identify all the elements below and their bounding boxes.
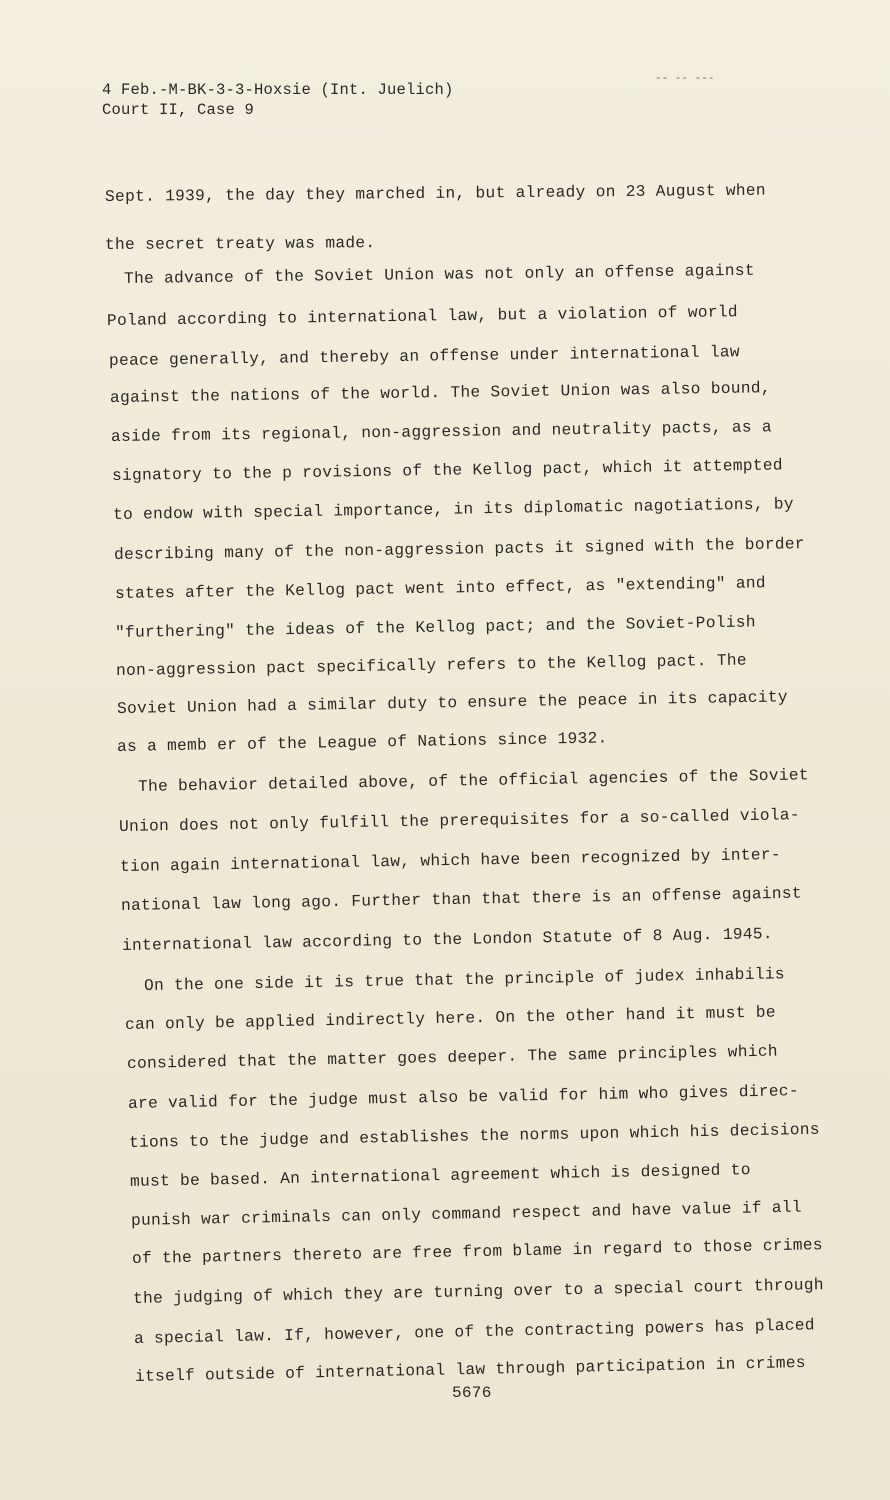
corner-pencil-mark: -- -- --- (655, 73, 715, 85)
body-line: Union does not only fulfill the prerequisites for a so-called viola- (118, 806, 801, 836)
body-line: aside from its regional, non-aggression and neutrality pacts, as a (110, 418, 772, 446)
header-line-court: Court II, Case 9 (102, 101, 255, 119)
body-line: Poland according to international law, but a violation of world (106, 303, 738, 330)
body-line: can only be applied indirectly here. On the other hand it must be (124, 1003, 776, 1034)
body-line: of the partners thereto are free from blame in regard to those crimes (131, 1236, 824, 1268)
body-line: the secret treaty was made. (104, 234, 376, 254)
body-line: a special law. If, however, one of the contracting powers has placed (133, 1316, 816, 1348)
body-line: punish war criminals can only command respect and have value if all (130, 1198, 802, 1230)
body-line: Sept. 1939, the day they marched in, but already on 23 August when (104, 181, 766, 206)
body-line: are valid for the judge must also be valid for him who gives direc- (127, 1082, 800, 1113)
body-line: international law according to the London Statute of 8 Aug. 1945. (121, 925, 773, 955)
body-line: national law long ago. Further than that there is an offense against (120, 884, 803, 915)
body-line: considered that the matter goes deeper. The same principles which (126, 1042, 778, 1073)
body-line: itself outside of international law through participation in crimes (134, 1353, 806, 1386)
body-line: tions to the judge and establishes the norms upon which his decisions (128, 1120, 821, 1152)
header-line-reference: 4 Feb.-M-BK-3-3-Hoxsie (Int. Juelich) (102, 81, 454, 99)
body-line: On the one side it is true that the principle of judex inhabilis (143, 965, 785, 995)
body-line: non-aggression pact specifically refers to the Kellog pact. The (115, 651, 747, 680)
body-line: tion again international law, which have been recognized by inter- (119, 845, 781, 876)
body-line: states after the Kellog pact went into effect, as "extending" and (114, 574, 766, 603)
body-line: The behavior detailed above, of the official agencies of the Soviet (137, 766, 810, 796)
body-line: must be based. An international agreement which is designed to (129, 1161, 751, 1191)
body-line: peace generally, and thereby an offense under international law (108, 343, 740, 370)
body-line: against the nations of the world. The Soviet Union was also bound, (109, 379, 771, 407)
body-line: as a memb er of the League of Nations since 1932. (116, 729, 608, 756)
body-line: signatory to the p rovisions of the Kellog pact, which it attempted (111, 456, 784, 485)
page-number: 5676 (452, 1384, 492, 1402)
body-line: describing many of the non-aggression pacts it signed with the border (113, 535, 806, 564)
document-header (102, 80, 454, 120)
body-line: "furthering" the ideas of the Kellog pact; and the Soviet-Polish (114, 613, 756, 642)
body-line: The advance of the Soviet Union was not only an offense against (123, 261, 755, 288)
body-line: to endow with special importance, in its diplomatic nagotiations, by (112, 495, 795, 524)
body-line: the judging of which they are turning over to a special court through (132, 1276, 825, 1308)
body-line: Soviet Union had a similar duty to ensure the peace in its capacity (116, 688, 789, 718)
